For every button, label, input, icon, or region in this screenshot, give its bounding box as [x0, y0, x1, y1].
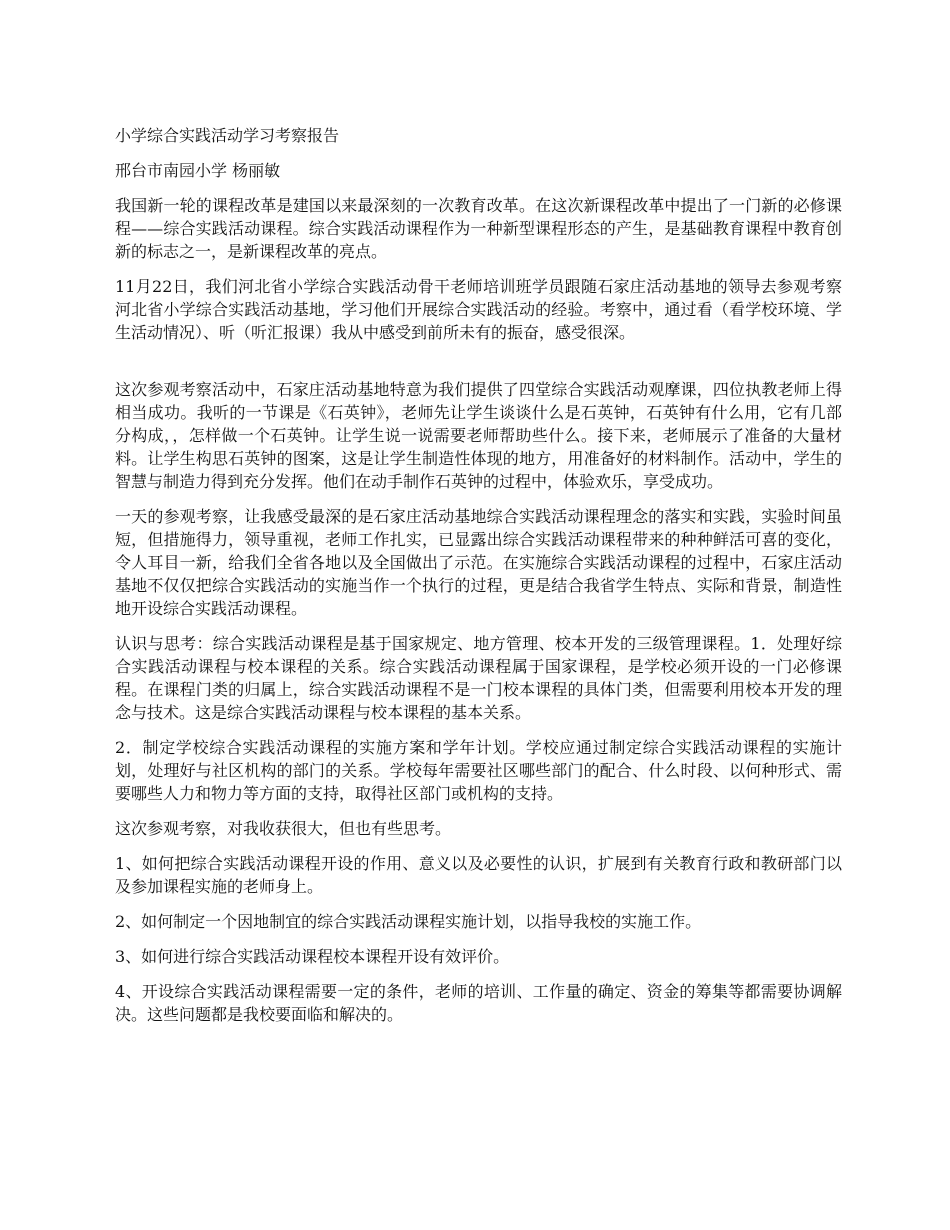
- list-item-1: 1、如何把综合实践活动课程开设的作用、意义以及必要性的认识，扩展到有关教育行政和教研部门以及参加课程实施的老师身上。: [115, 854, 842, 896]
- document-title: 小学综合实践活动学习考察报告: [115, 126, 340, 145]
- list-item-2: 2、如何制定一个因地制宜的综合实践活动课程实施计划，以指导我校的实施工作。: [115, 912, 702, 931]
- list-item-4: 4、开设综合实践活动课程需要一定的条件，老师的培训、工作量的确定、资金的筹集等都需要协调解决。这些问题都是我校要面临和解决的。: [115, 982, 842, 1024]
- paragraph-summary: 这次参观考察，对我收获很大，但也有些思考。: [115, 819, 452, 838]
- paragraph-visit: 11月22日，我们河北省小学综合实践活动骨干老师培训班学员跟随石家庄活动基地的领导去参观考察河北省小学综合实践活动基地，学习他们开展综合实践活动的经验。考察中，通过看（看学校环境、学生活动情况）、听（听汇报课）我从中感受到前所未有的振奋，感受很深。: [115, 277, 842, 342]
- spacer: [115, 356, 842, 378]
- paragraph-lesson: 这次参观考察活动中，石家庄活动基地特意为我们提供了四堂综合实践活动观摩课，四位执教老师上得相当成功。我听的一节课是《石英钟》，老师先让学生谈谈什么是石英钟，石英钟有什么用，它有几部分构成，，怎样做一个石英钟。让学生说一说需要老师帮助些什么。接下来，老师展示了准备的大量材料。让学生构思石英钟的图案，这是让学生制造性体现的地方，用准备好的材料制作。活动中，学生的智慧与制造力得到充分发挥。他们在动手制作石英钟的过程中，体验欢乐，享受成功。: [115, 380, 842, 491]
- paragraph-reflection: 认识与思考：综合实践活动课程是基于国家规定、地方管理、校本开发的三级管理课程。1．处理好综合实践活动课程与校本课程的关系。综合实践活动课程属于国家课程，是学校必须开设的一门必修课程。在课程门类的归属上，综合实践活动课程不是一门校本课程的具体门类，但需要利用校本开发的理念与技术。这是综合实践活动课程与校本课程的基本关系。: [115, 634, 842, 722]
- paragraph-intro: 我国新一轮的课程改革是建国以来最深刻的一次教育改革。在这次新课程改革中提出了一门新的必修课程——综合实践活动课程。综合实践活动课程作为一种新型课程形态的产生，是基础教育课程中教育创新的标志之一，是新课程改革的亮点。: [115, 196, 842, 261]
- paragraph-impression: 一天的参观考察，让我感受最深的是石家庄活动基地综合实践活动课程理念的落实和实践，实验时间虽短，但措施得力，领导重视，老师工作扎实，已显露出综合实践活动课程带来的种种鲜活可喜的变化，令人耳目一新，给我们全省各地以及全国做出了示范。在实施综合实践活动课程的过程中，石家庄活动基地不仅仅把综合实践活动的实施当作一个执行的过程，更是结合我省学生特点、实际和背景，制造性地开设综合实践活动课程。: [115, 507, 842, 618]
- list-item-3: 3、如何进行综合实践活动课程校本课程开设有效评价。: [115, 947, 510, 966]
- document-author: 邢台市南园小学 杨丽敏: [115, 161, 281, 180]
- paragraph-plan: 2．制定学校综合实践活动课程的实施方案和学年计划。学校应通过制定综合实践活动课程的实施计划，处理好与社区机构的部门的关系。学校每年需要社区哪些部门的配合、什么时段、以何种形式、需要哪些人力和物力等方面的支持，取得社区部门或机构的支持。: [115, 738, 842, 803]
- document-page: [115, 124, 842, 1038]
